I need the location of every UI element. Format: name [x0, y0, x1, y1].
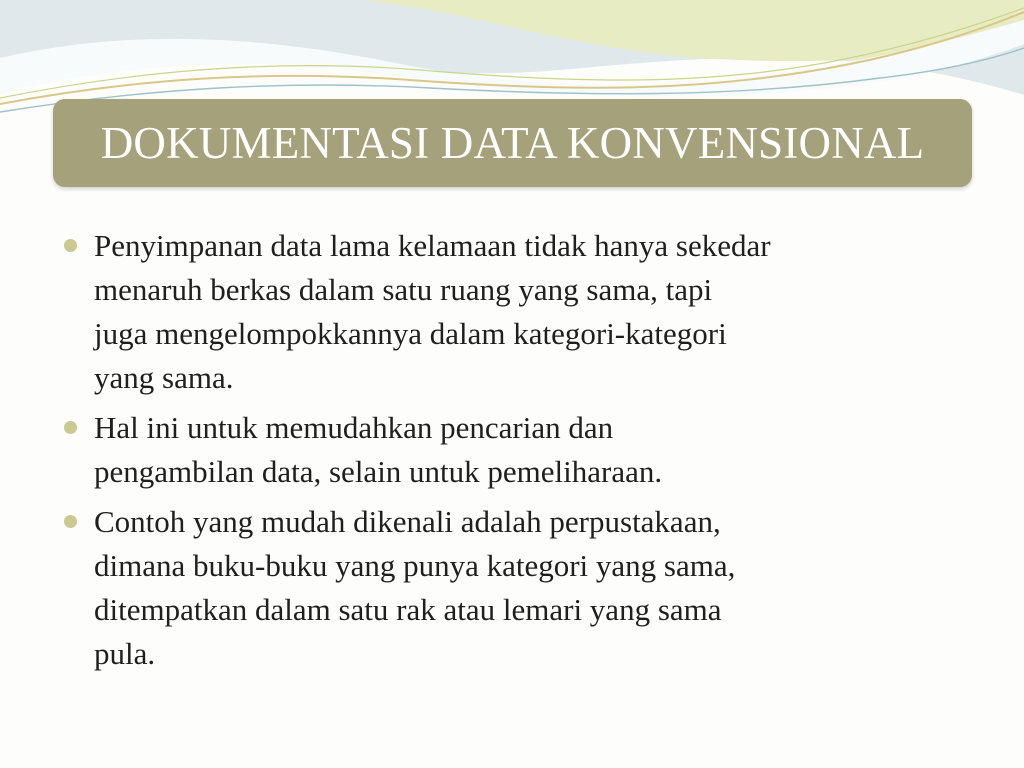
bullet-point-icon [64, 239, 77, 252]
bullet-line: menaruh berkas dalam satu ruang yang sama, tapi [94, 272, 713, 307]
bullet-point-icon [64, 421, 77, 434]
bullet-item [64, 500, 994, 676]
bullet-line: pula. [94, 636, 156, 671]
bullet-list [64, 224, 994, 682]
bullet-line: Hal ini untuk memudahkan pencarian dan [94, 410, 614, 445]
bullet-line: dimana buku-buku yang punya kategori yang sama, [94, 548, 736, 583]
bullet-line: yang sama. [94, 360, 234, 395]
bullet-line: pengambilan data, selain untuk pemeliharaan. [94, 454, 663, 489]
bullet-item [64, 224, 994, 400]
bullet-line: Penyimpanan data lama kelamaan tidak hanya sekedar [94, 228, 771, 263]
bullet-line: ditempatkan dalam satu rak atau lemari yang sama [94, 592, 722, 627]
bullet-point-icon [64, 515, 77, 528]
bullet-line: Contoh yang mudah dikenali adalah perpustakaan, [94, 504, 721, 539]
bullet-line: juga mengelompokkannya dalam kategori-kategori [94, 316, 727, 351]
bullet-item [64, 406, 994, 494]
title-box [53, 99, 972, 187]
slide-title: DOKUMENTASI DATA KONVENSIONAL [100, 117, 925, 168]
